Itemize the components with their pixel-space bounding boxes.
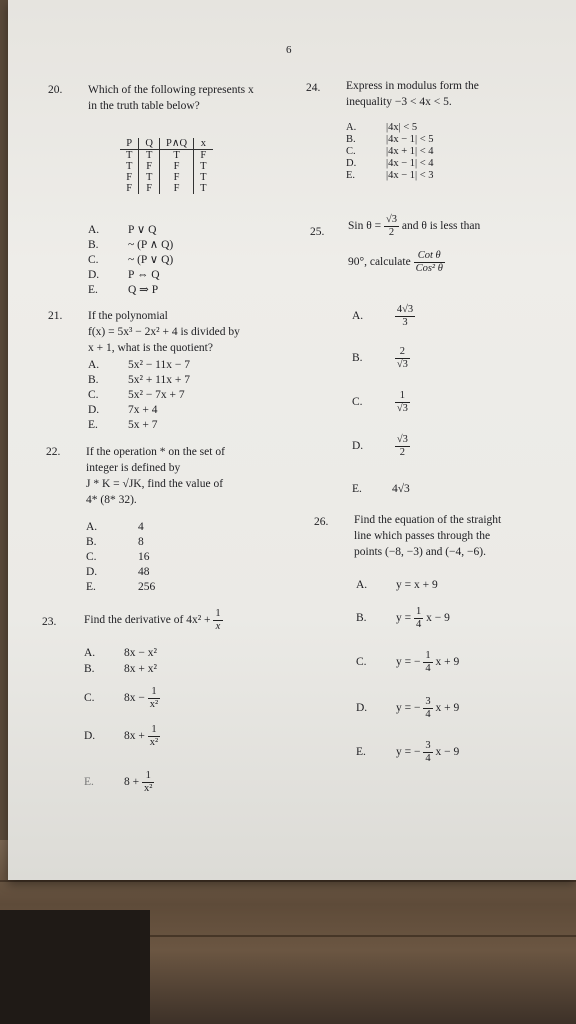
option[interactable]: C. 8x − $\frac{1}{\text{x²}}$ — [84, 686, 159, 710]
option[interactable]: B. ~ (P ∧ Q) — [88, 239, 174, 251]
option[interactable]: D. P ⇔ Q — [88, 269, 160, 281]
option[interactable]: E. |4x − 1| < 3 — [346, 170, 434, 181]
page-number: 6 — [286, 44, 292, 56]
question-21-number: 21. — [48, 310, 63, 322]
option[interactable]: B. $\frac{2}{√3}$ — [352, 346, 408, 370]
truth-table-cell: T — [200, 161, 207, 172]
truth-table-cell: T — [120, 150, 139, 162]
option[interactable]: A. 4 — [86, 521, 144, 533]
question-22-number: 22. — [46, 446, 61, 458]
question-20-options — [88, 223, 173, 298]
question-21-options — [88, 358, 190, 433]
question-20-number: 20. — [48, 84, 63, 96]
option[interactable]: E. 256 — [86, 581, 156, 593]
truth-table-cell: F — [139, 161, 160, 172]
truth-table-cell: F — [160, 183, 194, 194]
option[interactable]: C. |4x + 1| < 4 — [346, 146, 434, 157]
option[interactable]: A. |4x| < 5 — [346, 122, 418, 133]
truth-table-cell: F — [120, 172, 139, 183]
question-25-line1: Sin θ = $\frac{√3}{2}$ and θ is less than — [348, 214, 481, 238]
question-25-number: 25. — [310, 226, 325, 238]
exam-page — [8, 0, 576, 880]
truth-table-cell: T — [139, 172, 160, 183]
question-25-line2: 90°, calculate $\frac{\text{Cot θ}}{\text{Cos² θ}}$ — [348, 250, 443, 274]
option[interactable]: D. 8x + $\frac{1}{\text{x²}}$ — [84, 724, 159, 748]
question-23-number: 23. — [42, 616, 57, 628]
option[interactable]: D. $\frac{√3}{2}$ — [352, 434, 408, 458]
question-24-text: Express in modulus form the inequality −3 < 4x < 5. — [346, 80, 479, 108]
truth-table-cell: T — [139, 150, 160, 162]
truth-table-cell: T — [200, 183, 207, 194]
question-22-options — [86, 520, 155, 595]
option[interactable]: A. P ∨ Q — [88, 224, 157, 236]
truth-table-cell: F — [160, 161, 194, 172]
option[interactable]: C. y = − $\frac{1}{4}$ x + 9 — [356, 650, 460, 674]
option[interactable]: D. 7x + 4 — [88, 404, 158, 416]
truth-table-cell: F — [160, 172, 194, 183]
truth-table-header-pq: P∧Q — [160, 138, 194, 150]
option[interactable]: B. |4x − 1| < 5 — [346, 134, 434, 145]
truth-table-cell: F — [120, 183, 139, 194]
question-24-number: 24. — [306, 82, 321, 94]
option[interactable]: B. 5x² + 11x + 7 — [88, 374, 190, 386]
option[interactable]: E. y = − $\frac{3}{4}$ x − 9 — [356, 740, 460, 764]
truth-table-cell: T — [120, 161, 139, 172]
option[interactable]: E. 5x + 7 — [88, 419, 158, 431]
question-26-number: 26. — [314, 516, 329, 528]
question-20-text: Which of the following represents x in the truth table below? — [88, 84, 254, 112]
truth-table-cell: T — [200, 172, 207, 183]
option[interactable]: C. ~ (P ∨ Q) — [88, 254, 174, 266]
truth-table-cell: T — [160, 150, 194, 162]
truth-table-header-x: x — [194, 138, 213, 150]
option[interactable]: C. 16 — [86, 551, 150, 563]
option[interactable]: D. 48 — [86, 566, 150, 578]
option[interactable]: E. 4√3 — [352, 483, 410, 495]
truth-table-cell: F — [139, 183, 160, 194]
option[interactable]: E. Q ⇒ P — [88, 284, 159, 296]
question-24-options — [346, 122, 434, 182]
option[interactable]: C. $\frac{1}{√3}$ — [352, 390, 408, 414]
question-21-text: If the polynomial f(x) = 5x³ − 2x² + 4 is divided by x + 1, what is the quotient? — [88, 310, 240, 354]
question-26-text: Find the equation of the straight line which passes through the points (−8, −3) and (−4, −6). — [354, 514, 502, 558]
option[interactable]: D. |4x − 1| < 4 — [346, 158, 434, 169]
option[interactable]: A. $\frac{4√3}{3}$ — [352, 304, 414, 328]
option[interactable]: A. 8x − x² — [84, 647, 157, 659]
option[interactable]: C. 5x² − 7x + 7 — [88, 389, 185, 401]
option[interactable]: A. y = x + 9 — [356, 579, 438, 591]
option[interactable]: B. y = $\frac{1}{4}$ x − 9 — [356, 606, 450, 630]
option[interactable]: D. y = − $\frac{3}{4}$ x + 9 — [356, 696, 460, 720]
truth-table-cell: F — [200, 150, 207, 161]
option[interactable]: E. 8 + $\frac{1}{\text{x²}}$ — [84, 770, 153, 794]
truth-table-header-q: Q — [139, 138, 160, 150]
question-22-text: If the operation * on the set of integer is defined by J * K = √JK, find the value of 4* (8* 32). — [86, 446, 225, 506]
truth-table-header-p: P — [120, 138, 139, 150]
option[interactable]: A. 5x² − 11x − 7 — [88, 359, 190, 371]
option[interactable]: B. 8x + x² — [84, 663, 157, 675]
option[interactable]: B. 8 — [86, 536, 144, 548]
question-23-text: Find the derivative of 4x² + $\frac{1}{x}$ — [84, 608, 221, 632]
truth-table — [120, 138, 213, 194]
